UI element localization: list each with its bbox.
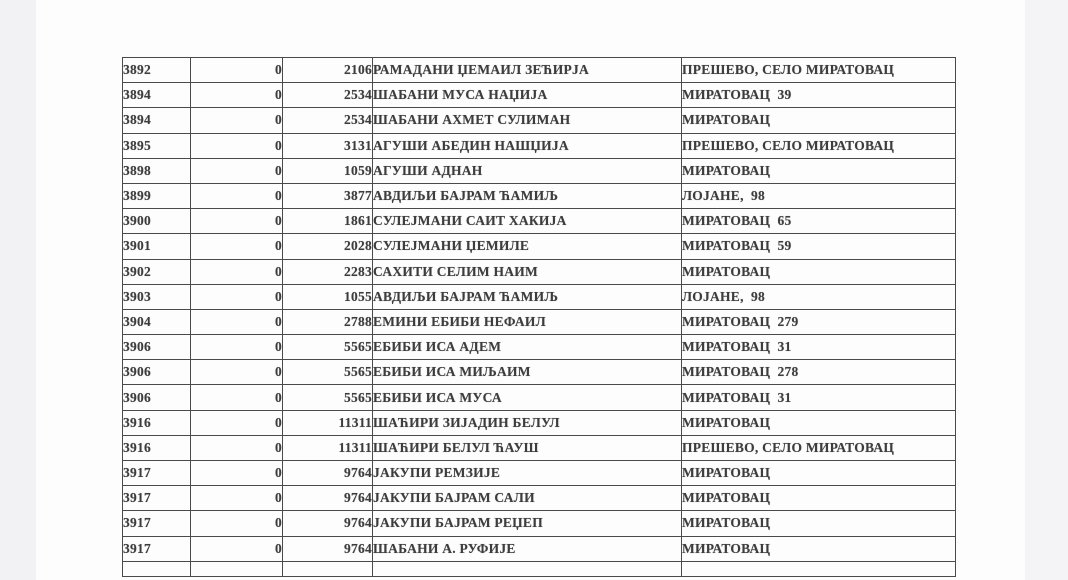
- table-row: [123, 133, 956, 158]
- cell-id-number: 5565: [283, 385, 373, 410]
- cell-place: ПРЕШЕВО, СЕЛО МИРАТОВАЦ: [682, 133, 956, 158]
- cell-full-name: АВДИЉИ БАЈРАМ ЋАМИЉ: [373, 183, 682, 208]
- cell-serial-number: 3892: [123, 58, 191, 83]
- table-row: [123, 410, 956, 435]
- cell-serial-number: [123, 561, 191, 576]
- cell-place: [682, 561, 956, 576]
- cell-zero-value: 0: [191, 435, 283, 460]
- cell-id-number: 1059: [283, 158, 373, 183]
- list-table-region: [122, 57, 957, 580]
- cell-full-name: ШАБАНИ А. РУФИЈЕ: [373, 536, 682, 561]
- cell-full-name: ЕМИНИ ЕБИБИ НЕФАИЛ: [373, 309, 682, 334]
- cell-zero-value: 0: [191, 158, 283, 183]
- cell-place: МИРАТОВАЦ 31: [682, 385, 956, 410]
- table-row-partial: [123, 561, 956, 576]
- cell-id-number: 11311: [283, 435, 373, 460]
- cell-full-name: ЕБИБИ ИСА МУСА: [373, 385, 682, 410]
- cell-place: ПРЕШЕВО, СЕЛО МИРАТОВАЦ: [682, 435, 956, 460]
- cell-serial-number: 3917: [123, 511, 191, 536]
- cell-id-number: 5565: [283, 335, 373, 360]
- cell-serial-number: 3906: [123, 360, 191, 385]
- cell-serial-number: 3899: [123, 183, 191, 208]
- table-row: [123, 511, 956, 536]
- cell-full-name: ЕБИБИ ИСА АДЕМ: [373, 335, 682, 360]
- cell-full-name: ШАЋИРИ ЗИЈАДИН БЕЛУЛ: [373, 410, 682, 435]
- cell-place: МИРАТОВАЦ 279: [682, 309, 956, 334]
- cell-place: МИРАТОВАЦ: [682, 259, 956, 284]
- cell-id-number: 2028: [283, 234, 373, 259]
- cell-place: МИРАТОВАЦ 65: [682, 209, 956, 234]
- cell-full-name: ШАЋИРИ БЕЛУЛ ЋАУШ: [373, 435, 682, 460]
- cell-zero-value: 0: [191, 486, 283, 511]
- cell-serial-number: 3903: [123, 284, 191, 309]
- cell-full-name: СУЛЕЈМАНИ ЏЕМИЛЕ: [373, 234, 682, 259]
- cell-id-number: 1055: [283, 284, 373, 309]
- cell-place: МИРАТОВАЦ: [682, 511, 956, 536]
- cell-zero-value: 0: [191, 536, 283, 561]
- cell-full-name: ЈАКУПИ БАЈРАМ РЕЏЕП: [373, 511, 682, 536]
- cell-place: МИРАТОВАЦ: [682, 536, 956, 561]
- cell-full-name: ЕБИБИ ИСА МИЉАИМ: [373, 360, 682, 385]
- cell-serial-number: 3895: [123, 133, 191, 158]
- table-row: [123, 536, 956, 561]
- cell-place: ПРЕШЕВО, СЕЛО МИРАТОВАЦ: [682, 58, 956, 83]
- cell-full-name: РАМАДАНИ ЏЕМАИЛ ЗЕЋИРЈА: [373, 58, 682, 83]
- cell-id-number: 5565: [283, 360, 373, 385]
- cell-serial-number: 3901: [123, 234, 191, 259]
- cell-serial-number: 3894: [123, 108, 191, 133]
- cell-serial-number: 3904: [123, 309, 191, 334]
- cell-zero-value: 0: [191, 133, 283, 158]
- cell-zero-value: 0: [191, 234, 283, 259]
- cell-id-number: 2534: [283, 108, 373, 133]
- table-row: [123, 309, 956, 334]
- table-row: [123, 108, 956, 133]
- cell-place: МИРАТОВАЦ 39: [682, 83, 956, 108]
- cell-full-name: САХИТИ СЕЛИМ НАИМ: [373, 259, 682, 284]
- cell-serial-number: 3902: [123, 259, 191, 284]
- cell-id-number: 2788: [283, 309, 373, 334]
- table-row: [123, 58, 956, 83]
- cell-id-number: [283, 561, 373, 576]
- cell-full-name: АВДИЉИ БАЈРАМ ЋАМИЉ: [373, 284, 682, 309]
- cell-serial-number: 3906: [123, 335, 191, 360]
- cell-serial-number: 3898: [123, 158, 191, 183]
- cell-place: МИРАТОВАЦ: [682, 486, 956, 511]
- cell-id-number: 9764: [283, 486, 373, 511]
- cell-zero-value: 0: [191, 108, 283, 133]
- cell-zero-value: 0: [191, 410, 283, 435]
- cell-place: МИРАТОВАЦ 59: [682, 234, 956, 259]
- table-row: [123, 284, 956, 309]
- cell-serial-number: 3917: [123, 486, 191, 511]
- page-gutter-left: [0, 0, 36, 580]
- voter-list-table: [122, 57, 956, 577]
- cell-zero-value: 0: [191, 461, 283, 486]
- cell-id-number: 3877: [283, 183, 373, 208]
- page-gutter-right: [1025, 0, 1068, 580]
- cell-place: МИРАТОВАЦ 31: [682, 335, 956, 360]
- cell-full-name: АГУШИ АДНАН: [373, 158, 682, 183]
- cell-zero-value: [191, 561, 283, 576]
- table-row: [123, 360, 956, 385]
- table-body: [123, 58, 956, 577]
- cell-place: МИРАТОВАЦ: [682, 108, 956, 133]
- cell-zero-value: 0: [191, 284, 283, 309]
- table-row: [123, 234, 956, 259]
- cell-full-name: СУЛЕЈМАНИ САИТ ХАКИЈА: [373, 209, 682, 234]
- cell-serial-number: 3917: [123, 536, 191, 561]
- cell-zero-value: 0: [191, 385, 283, 410]
- cell-zero-value: 0: [191, 183, 283, 208]
- cell-full-name: ЈАКУПИ РЕМЗИЈЕ: [373, 461, 682, 486]
- table-row: [123, 209, 956, 234]
- cell-place: ЛОЈАНЕ, 98: [682, 183, 956, 208]
- cell-zero-value: 0: [191, 58, 283, 83]
- cell-id-number: 1861: [283, 209, 373, 234]
- table-row: [123, 435, 956, 460]
- cell-full-name: ШАБАНИ АХМЕТ СУЛИМАН: [373, 108, 682, 133]
- table-row: [123, 158, 956, 183]
- table-row: [123, 335, 956, 360]
- cell-full-name: ЈАКУПИ БАЈРАМ САЛИ: [373, 486, 682, 511]
- cell-place: МИРАТОВАЦ: [682, 158, 956, 183]
- cell-zero-value: 0: [191, 83, 283, 108]
- cell-place: МИРАТОВАЦ: [682, 410, 956, 435]
- cell-serial-number: 3900: [123, 209, 191, 234]
- cell-serial-number: 3906: [123, 385, 191, 410]
- cell-serial-number: 3894: [123, 83, 191, 108]
- cell-id-number: 9764: [283, 461, 373, 486]
- cell-id-number: 3131: [283, 133, 373, 158]
- cell-place: МИРАТОВАЦ 278: [682, 360, 956, 385]
- cell-id-number: 2534: [283, 83, 373, 108]
- cell-full-name: АГУШИ АБЕДИН НАШЏИЈА: [373, 133, 682, 158]
- cell-serial-number: 3916: [123, 435, 191, 460]
- cell-place: ЛОЈАНЕ, 98: [682, 284, 956, 309]
- table-row: [123, 461, 956, 486]
- cell-id-number: 9764: [283, 536, 373, 561]
- table-row: [123, 259, 956, 284]
- cell-full-name: ШАБАНИ МУСА НАЏИЈА: [373, 83, 682, 108]
- table-row: [123, 83, 956, 108]
- table-row: [123, 385, 956, 410]
- cell-zero-value: 0: [191, 360, 283, 385]
- cell-zero-value: 0: [191, 259, 283, 284]
- cell-zero-value: 0: [191, 335, 283, 360]
- cell-id-number: 2106: [283, 58, 373, 83]
- cell-full-name: [373, 561, 682, 576]
- cell-id-number: 9764: [283, 511, 373, 536]
- table-row: [123, 183, 956, 208]
- cell-zero-value: 0: [191, 209, 283, 234]
- cell-zero-value: 0: [191, 511, 283, 536]
- table-row: [123, 486, 956, 511]
- cell-id-number: 2283: [283, 259, 373, 284]
- cell-serial-number: 3916: [123, 410, 191, 435]
- cell-place: МИРАТОВАЦ: [682, 461, 956, 486]
- cell-serial-number: 3917: [123, 461, 191, 486]
- cell-zero-value: 0: [191, 309, 283, 334]
- cell-id-number: 11311: [283, 410, 373, 435]
